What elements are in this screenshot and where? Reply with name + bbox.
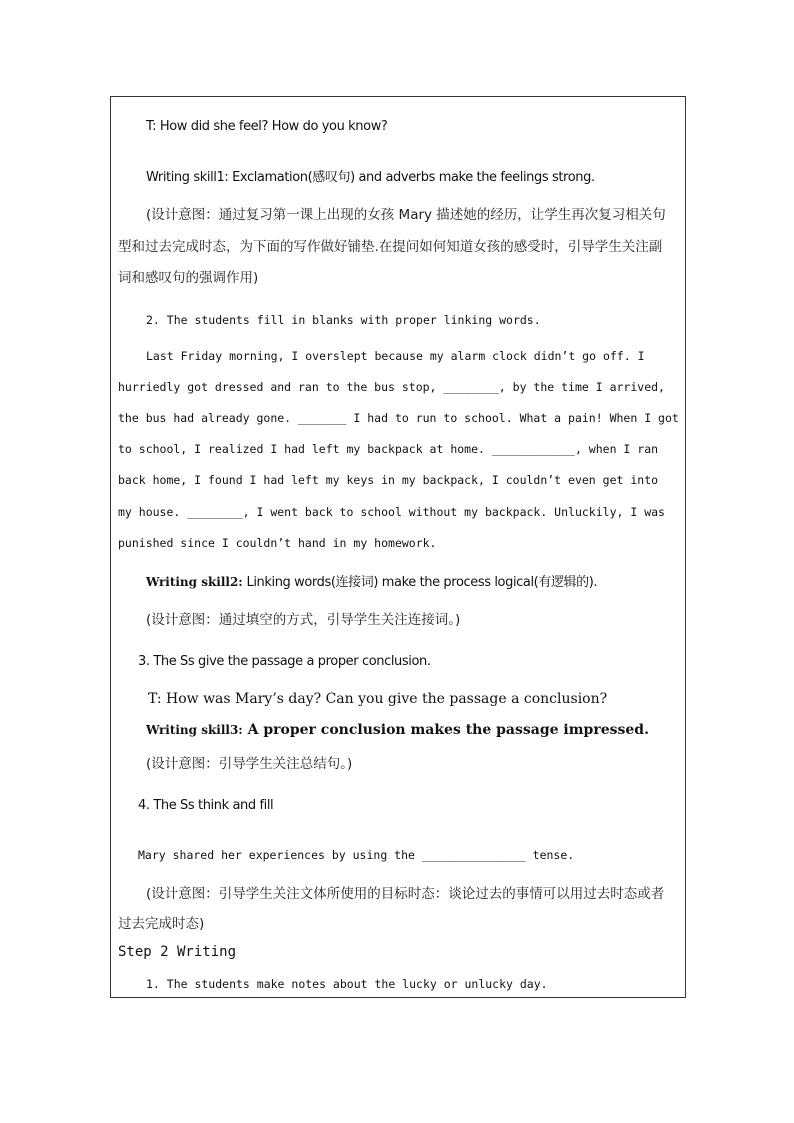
teacher-question-3: T: How was Mary’s day? Can you give the passage a conclusion? [148,691,608,707]
design-note-4-line2: 过去完成时态) [118,916,205,932]
design-note-1-line1: (设计意图：通过复习第一课上出现的女孩 Mary 描述她的经历，让学生再次复习相关句 [146,207,666,223]
passage-line-7: punished since I couldn’t hand in my homework. [118,536,437,550]
step-2-item-1: 1. The students make notes about the lucky or unlucky day. [146,977,548,991]
skill-2-label: Writing skill2: [146,575,243,589]
passage-text: Last Friday morning, I overslept because my alarm clock didn’t go off. I [146,349,645,363]
skill-3-text: A proper conclusion makes the passage impressed. [242,722,649,738]
tense-fill-sentence: Mary shared her experiences by using the _______________ tense. [138,848,575,862]
section-2-heading: 2. The students fill in blanks with proper linking words. [146,313,541,327]
passage-line-3: the bus had already gone. _______ I had to run to school. What a pain! When I got [118,411,679,425]
section-4-heading: 4. The Ss think and fill [138,798,274,813]
teacher-question: T: How did she feel? How do you know? [146,119,388,134]
passage-line-2: hurriedly got dressed and ran to the bus stop, ________, by the time I arrived, [118,380,665,394]
design-note-3: (设计意图：引导学生关注总结句。) [146,756,353,772]
section-3-heading: 3. The Ss give the passage a proper conclusion. [138,654,431,669]
passage-line-4: to school, I realized I had left my backpack at home. ____________, when I ran [118,442,659,456]
step-2-title: Step 2 Writing [118,944,237,960]
passage-line-1 [146,349,680,363]
writing-skill-2 [146,571,597,591]
design-note-1-line2: 型和过去完成时态，为下面的写作做好铺垫.在提问如何知道女孩的感受时，引导学生关注副 [118,239,663,255]
skill-2-text: Linking words(连接词) make the process logical(有逻辑的). [242,575,598,590]
design-note-1-line3: 词和感叹句的强调作用) [118,270,259,286]
design-note-4-line1: (设计意图：引导学生关注文体所使用的目标时态：谈论过去的事情可以用过去时态或者 [146,886,665,902]
passage-line-5: back home, I found I had left my keys in my backpack, I couldn’t even get into [118,473,659,487]
skill-3-label: Writing skill3: [146,723,243,737]
writing-skill-1: Writing skill1: Exclamation(感叹句) and adverbs make the feelings strong. [146,170,595,185]
design-note-2: (设计意图：通过填空的方式，引导学生关注连接词。) [146,612,461,628]
writing-skill-3 [146,721,649,739]
passage-line-6: my house. ________, I went back to school without my backpack. Unluckily, I was [118,505,665,519]
